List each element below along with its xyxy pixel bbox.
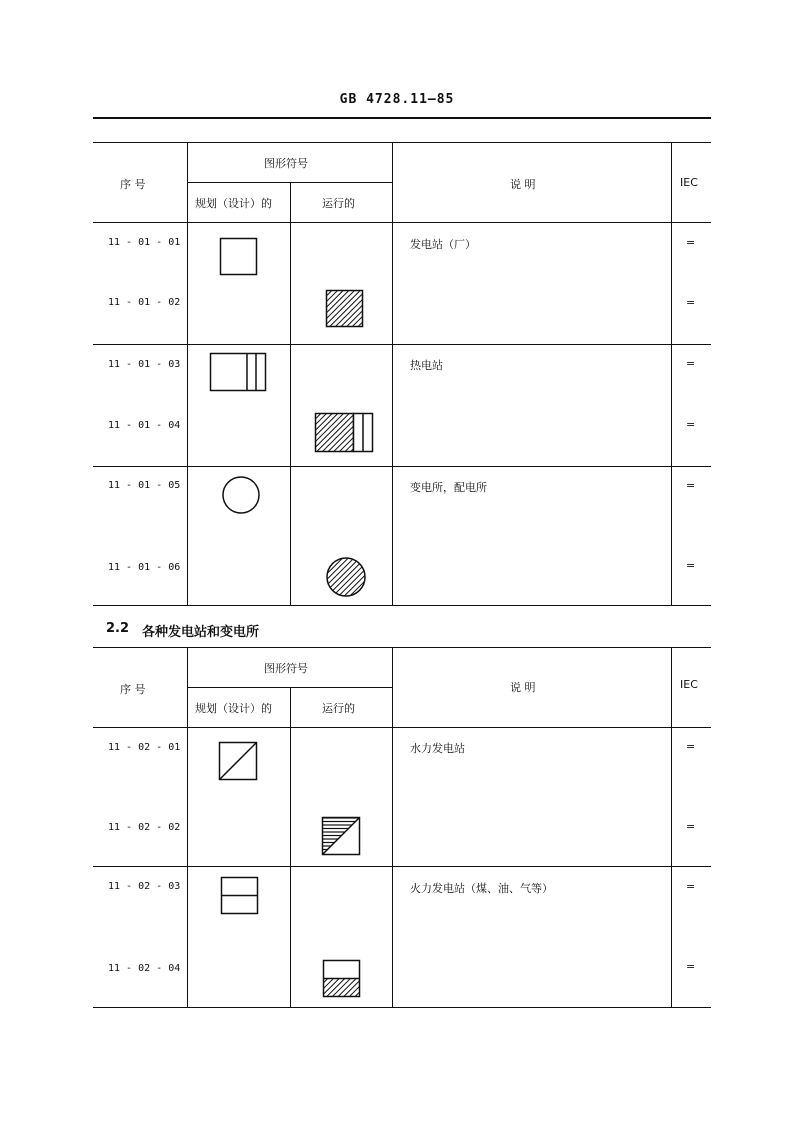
header-bottom-border	[93, 727, 711, 728]
col-header-operating: 运行的	[322, 197, 355, 210]
col-header-planned: 规划（设计）的	[195, 702, 272, 715]
row-desc: 发电站（厂）	[410, 238, 476, 251]
page-header: GB 4728.11—85	[339, 92, 455, 107]
col-header-graphic: 图形符号	[264, 662, 308, 675]
col-header-iec: IEC	[680, 678, 698, 691]
row-id: 11 - 01 - 06	[108, 562, 181, 573]
col-header-seq: 序 号	[120, 683, 146, 696]
row-iec: =	[686, 960, 696, 973]
row-id: 11 - 01 - 05	[108, 480, 181, 491]
row-iec: =	[686, 559, 696, 572]
power-station-planned-icon	[220, 238, 258, 276]
row-desc: 变电所，配电所	[410, 481, 487, 494]
thermal-station-operating-icon	[315, 413, 375, 455]
row-id: 11 - 01 - 02	[108, 297, 181, 308]
row-id: 11 - 01 - 04	[108, 420, 181, 431]
col-divider	[290, 182, 291, 605]
row-id: 11 - 01 - 03	[108, 359, 181, 370]
row-iec: =	[686, 479, 696, 492]
col-divider	[671, 647, 672, 1007]
col-header-operating: 运行的	[322, 702, 355, 715]
table-bottom-border	[93, 1007, 711, 1008]
table-top-border	[93, 647, 711, 648]
rule-top	[93, 117, 711, 119]
table-top-border	[93, 142, 711, 143]
col-header-desc: 说 明	[510, 681, 536, 694]
row-iec: =	[686, 880, 696, 893]
row-id: 11 - 02 - 03	[108, 881, 181, 892]
row-desc: 热电站	[410, 359, 443, 372]
row-id: 11 - 02 - 04	[108, 963, 181, 974]
row-id: 11 - 01 - 01	[108, 237, 181, 248]
col-header-graphic: 图形符号	[264, 157, 308, 170]
row-divider	[93, 866, 711, 867]
row-iec: =	[686, 740, 696, 753]
section-title: 各种发电站和变电所	[142, 625, 260, 640]
col-header-desc: 说 明	[510, 178, 536, 191]
col-header-seq: 序 号	[120, 178, 146, 191]
section-number: 2.2	[106, 621, 130, 636]
col-divider	[290, 687, 291, 1007]
row-desc: 水力发电站	[410, 742, 465, 755]
row-desc: 火力发电站（煤、油、气等）	[410, 882, 553, 895]
col-divider	[392, 142, 393, 605]
col-divider	[187, 647, 188, 1007]
substation-planned-icon	[222, 476, 262, 516]
col-header-planned: 规划（设计）的	[195, 197, 272, 210]
col-header-iec: IEC	[680, 176, 698, 189]
row-id: 11 - 02 - 02	[108, 822, 181, 833]
substation-operating-icon	[326, 557, 368, 599]
hydro-station-operating-icon	[322, 817, 362, 857]
row-iec: =	[686, 418, 696, 431]
header-bottom-border	[93, 222, 711, 223]
col-divider	[671, 142, 672, 605]
power-station-operating-icon	[326, 290, 364, 328]
table-bottom-border	[93, 605, 711, 606]
row-iec: =	[686, 296, 696, 309]
row-divider	[93, 344, 711, 345]
row-iec: =	[686, 236, 696, 249]
col-divider	[187, 142, 188, 605]
thermal-station-planned-icon	[210, 353, 268, 393]
thermal-fuel-station-planned-icon	[221, 877, 261, 917]
hydro-station-planned-icon	[219, 742, 259, 782]
row-id: 11 - 02 - 01	[108, 742, 181, 753]
row-divider	[93, 466, 711, 467]
row-iec: =	[686, 357, 696, 370]
thermal-fuel-station-operating-icon	[323, 960, 363, 1000]
row-iec: =	[686, 820, 696, 833]
col-divider	[392, 647, 393, 1007]
